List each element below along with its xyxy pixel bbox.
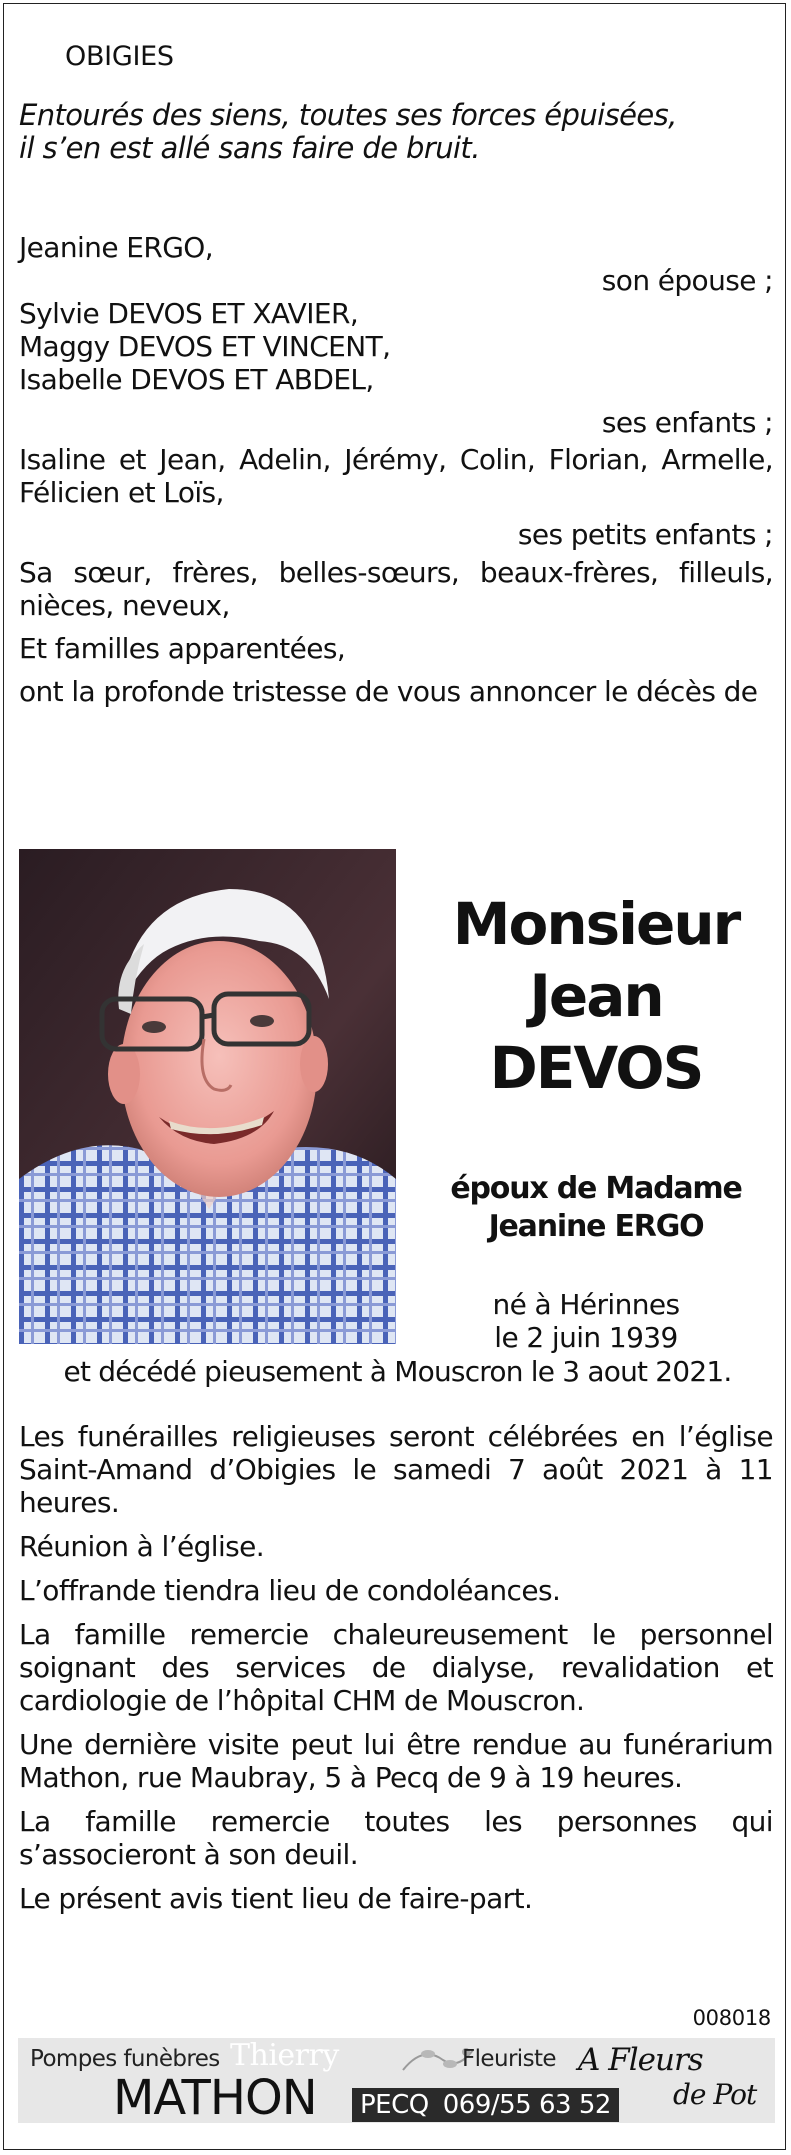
detail-paragraph: L’offrande tiendra lieu de condoléances.: [19, 1574, 561, 1607]
footer-depot: de Pot: [673, 2078, 757, 2111]
footer-thierry: Thierry: [230, 2038, 339, 2073]
footer-fleuriste: Fleuriste: [462, 2046, 556, 2072]
deceased-photo: [19, 849, 396, 1344]
spouse-role: son épouse ;: [601, 264, 773, 297]
name-first: Jean: [529, 962, 663, 1030]
intro-verse: [19, 99, 677, 165]
detail-paragraph: Une dernière visite peut lui être rendue au funérarium Mathon, rue Maubray, 5 à Pecq de 9 à 19 heures.: [19, 1728, 773, 1794]
birth-place: né à Hérinnes: [492, 1288, 680, 1321]
name-title: Monsieur: [452, 890, 740, 958]
spouse-of: [416, 1170, 776, 1246]
detail-paragraph: Réunion à l’église.: [19, 1530, 265, 1563]
detail-paragraph: Le présent avis tient lieu de faire-part.: [19, 1882, 533, 1915]
reference-number: 008018: [692, 2006, 771, 2030]
footer-phone-box: [352, 2088, 619, 2122]
death-info: et décédé pieusement à Mouscron le 3 aout 2021.: [63, 1355, 732, 1388]
footer-fleurs: A Fleurs: [578, 2042, 703, 2078]
intro-line: Entourés des siens, toutes ses forces épuisées,: [19, 98, 677, 132]
relatives-line: Et familles apparentées,: [19, 632, 346, 665]
spouse-of-line: époux de Madame: [450, 1171, 742, 1206]
family-list: [19, 231, 773, 708]
sponsor-footer: [18, 2038, 775, 2123]
birth-info: [396, 1288, 776, 1354]
child-name: Isabelle DEVOS ET ABDEL,: [19, 363, 374, 396]
funeral-details: [19, 1420, 773, 1915]
portrait-image: [19, 849, 396, 1344]
detail-paragraph: La famille remercie toutes les personnes qui s’associeront à son deuil.: [19, 1805, 773, 1871]
detail-paragraph: Les funérailles religieuses seront célébrées en l’église Saint-Amand d’Obigies le samedi 7 août 2021 à 11 heures.: [19, 1420, 773, 1519]
deceased-name: [416, 888, 776, 1104]
footer-phone: 069/55 63 52: [442, 2090, 611, 2120]
footer-pompes: Pompes funèbres: [30, 2046, 220, 2072]
footer-mathon: MATHON: [113, 2070, 317, 2123]
town-heading: OBIGIES: [65, 41, 174, 72]
intro-line: il s’en est allé sans faire de bruit.: [19, 131, 480, 165]
child-name: Maggy DEVOS ET VINCENT,: [19, 330, 391, 363]
child-name: Sylvie DEVOS ET XAVIER,: [19, 297, 359, 330]
spouse-name: Jeanine ERGO,: [19, 231, 214, 264]
grandchildren-role: ses petits enfants ;: [517, 518, 773, 551]
grandchildren-list: Isaline et Jean, Adelin, Jérémy, Colin, Florian, Armelle, Félicien et Loïs,: [19, 443, 773, 509]
detail-paragraph: La famille remercie chaleureusement le personnel soignant des services de dialyse, revalidation et cardiologie de l’hôpital CHM de Mouscron.: [19, 1618, 773, 1717]
footer-pecq: PECQ: [360, 2090, 429, 2120]
spouse-of-name: Jeanine ERGO: [488, 1209, 704, 1244]
siblings-list: Sa sœur, frères, belles-sœurs, beaux-frères, filleuls, nièces, neveux,: [19, 556, 773, 622]
name-last: DEVOS: [489, 1034, 703, 1102]
birth-date: le 2 juin 1939: [494, 1321, 678, 1354]
announcement-line: ont la profonde tristesse de vous annoncer le décès de: [19, 675, 758, 708]
children-role: ses enfants ;: [601, 406, 773, 439]
